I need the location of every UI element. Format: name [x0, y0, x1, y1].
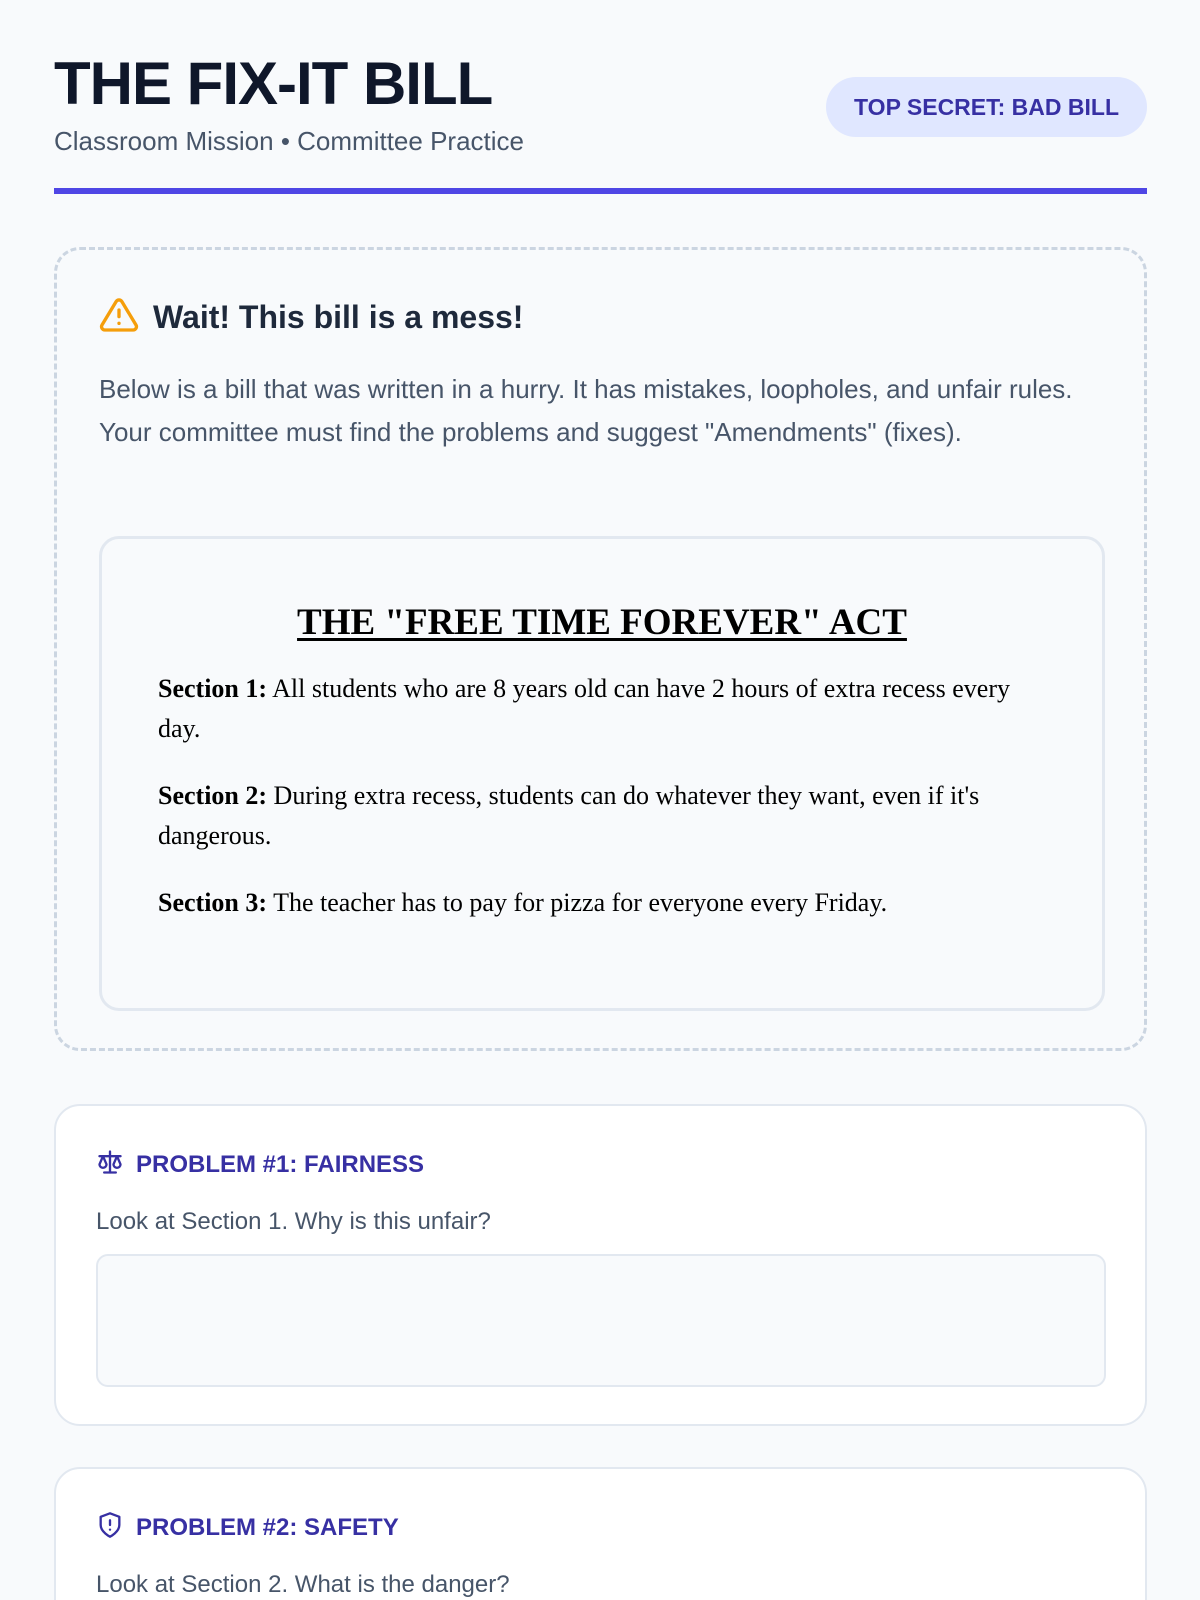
shield-icon: [96, 1511, 124, 1544]
bill-section: [158, 776, 1048, 856]
bill-section: [158, 883, 1048, 923]
section-text: The teacher has to pay for pizza for everyone every Friday.: [273, 888, 888, 917]
bill-title: THE "FREE TIME FOREVER" ACT: [297, 602, 907, 643]
warning-description: Below is a bill that was written in a hurry. It has mistakes, loopholes, and unfair rules. Your committee must find the problems and suggest "Amendments" (fixes).: [99, 374, 1073, 447]
problem-header: [96, 1511, 399, 1544]
section-label: Section 1:: [158, 674, 268, 703]
section-label: Section 2:: [158, 781, 268, 810]
warning-title: Wait! This bill is a mess!: [153, 299, 524, 335]
section-text: During extra recess, students can do whatever they want, even if it's dangerous.: [158, 781, 980, 850]
section-text: All students who are 8 years old can have 2 hours of extra recess every day.: [158, 674, 1010, 743]
problem-title: PROBLEM #1: FAIRNESS: [136, 1150, 425, 1178]
page: [54, 0, 1147, 1598]
page-subtitle: Classroom Mission • Committee Practice: [54, 126, 524, 156]
problem-title: PROBLEM #2: SAFETY: [136, 1513, 399, 1541]
warning-triangle-icon: [99, 295, 139, 340]
problem-card-safety: [54, 1467, 1147, 1600]
page-header: [54, 0, 1147, 194]
status-badge: TOP SECRET: BAD BILL: [826, 77, 1147, 137]
warning-header: [99, 295, 523, 340]
scale-icon: [96, 1148, 124, 1181]
section-label: Section 3:: [158, 888, 268, 917]
problem-header: [96, 1148, 424, 1181]
problem-question: Look at Section 2. What is the danger?: [96, 1571, 510, 1598]
bill-document: [99, 536, 1105, 1011]
problem-question: Look at Section 1. Why is this unfair?: [96, 1208, 491, 1235]
page-title: THE FIX-IT BILL: [54, 50, 493, 117]
problem-card-fairness: [54, 1104, 1147, 1426]
bill-section: [158, 669, 1048, 749]
fairness-answer-field[interactable]: [96, 1254, 1106, 1387]
warning-card: [54, 247, 1147, 1051]
